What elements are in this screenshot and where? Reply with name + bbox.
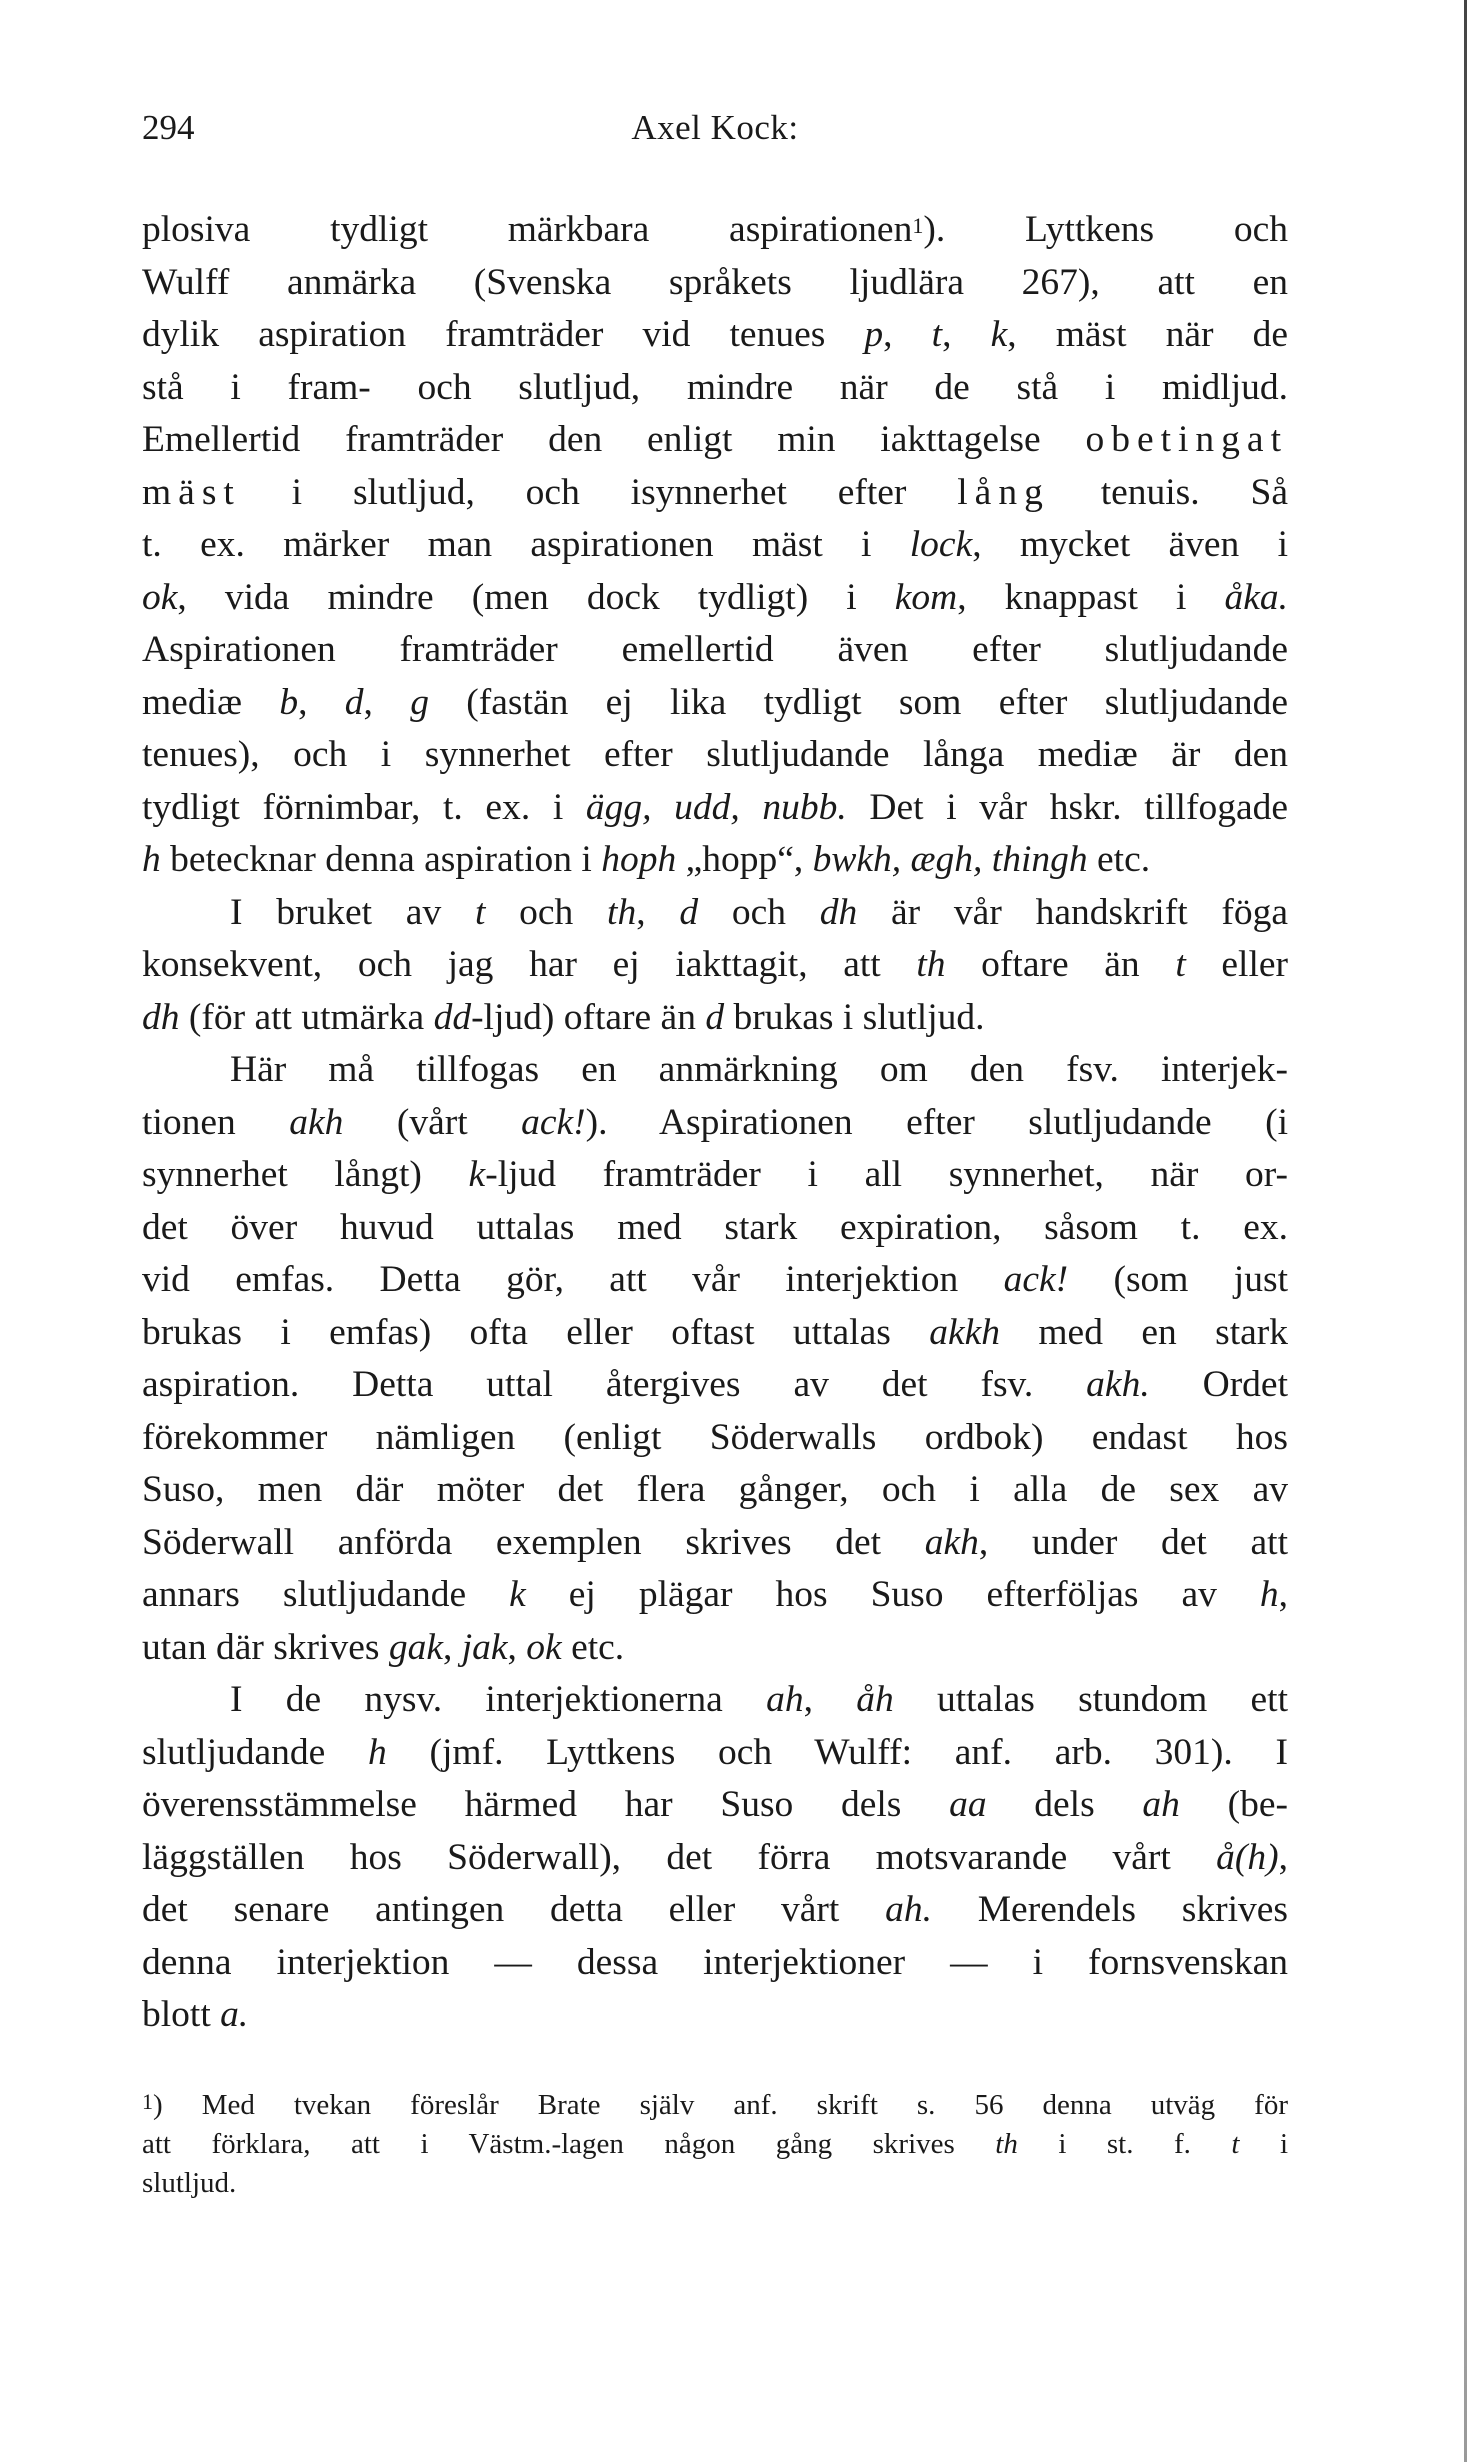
- footnotes: [142, 2086, 1288, 2203]
- text-line: Här må tillfogas en anmärkning om den fsv. interjek-: [230, 1049, 1288, 1090]
- text-line: vid emfas. Detta gör, att vår interjektion ack! (som just: [142, 1259, 1288, 1300]
- spaced-emphasis: obetingat: [1085, 419, 1288, 460]
- text-line: stå i fram- och slutljud, mindre när de stå i midljud.: [142, 366, 1288, 408]
- footnote-line: $^1$) Med tvekan föreslår Brate själv anf. skrift s. 56 denna utväg för: [142, 2089, 1288, 2121]
- text-line: överensstämmelse härmed har Suso dels aa dels ah (be-: [142, 1784, 1288, 1825]
- spaced-emphasis: lång: [957, 471, 1050, 513]
- text-line: blott a.: [142, 1994, 249, 2035]
- text-line: synnerhet långt) k-ljud framträder i all synnerhet, när or-: [142, 1154, 1289, 1195]
- text-line: plosiva tydligt märkbara aspirationen$^1$). Lyttkens och: [142, 209, 1289, 250]
- text-line: denna interjektion — dessa interjektioner — i fornsvenskan: [142, 1941, 1288, 1983]
- text-line: brukas i emfas) ofta eller oftast uttalas akkh med en stark: [142, 1311, 1288, 1353]
- text-line: h betecknar denna aspiration i hoph „hopp“, bwkh, ægh, thingh etc.: [142, 839, 1151, 880]
- text-line: slutljudande h (jmf. Lyttkens och Wulff: anf. arb. 301). I: [142, 1731, 1288, 1773]
- text-line: Söderwall anförda exemplen skrives det akh, under det att: [142, 1521, 1288, 1563]
- text-line: Aspirationen framträder emellertid även efter slutljudande: [142, 629, 1288, 670]
- text-line: aspiration. Detta uttal återgives av det fsv. akh. Ordet: [142, 1364, 1288, 1405]
- footnote-marker: 1: [142, 2089, 153, 2114]
- text-line: tionen akh (vårt ack!). Aspirationen efter slutljudande (i: [142, 1101, 1288, 1143]
- text-line: ok, vida mindre (men dock tydligt) i kom, knappast i åka.: [142, 576, 1288, 618]
- text-line: läggställen hos Söderwall), det förra motsvarande vårt å(h),: [142, 1836, 1288, 1878]
- body-text: [142, 204, 1288, 2042]
- running-head: Axel Kock:: [631, 108, 799, 147]
- spaced-emphasis: mäst: [142, 471, 241, 513]
- page-number: 294: [142, 108, 195, 147]
- footnote-marker: 1: [912, 213, 924, 238]
- text-line: dh (för att utmärka dd-ljud) oftare än d brukas i slutljud.: [142, 996, 985, 1038]
- text-line: Suso, men där möter det flera gånger, och i alla de sex av: [142, 1469, 1288, 1510]
- text-line: Wulff anmärka (Svenska språkets ljudlära 267), att en: [142, 261, 1288, 303]
- footnote-line: slutljud.: [142, 2167, 237, 2199]
- page-header: [142, 108, 1288, 158]
- text-line: det senare antingen detta eller vårt ah. Merendels skrives: [142, 1889, 1288, 1930]
- text-line: I bruket av t och th, d och dh är vår handskrift föga: [230, 891, 1289, 933]
- text-line: mäst i slutljud, och isynnerhet efter lång tenuis. Så: [142, 471, 1288, 513]
- text-line: annars slutljudande k ej plägar hos Suso efterföljas av h,: [142, 1574, 1288, 1615]
- text-line: Emellertid framträder den enligt min iakttagelse obetingat: [142, 419, 1288, 460]
- text-line: mediæ b, d, g (fastän ej lika tydligt som efter slutljudande: [142, 681, 1289, 723]
- text-line: det över huvud uttalas med stark expiration, såsom t. ex.: [142, 1206, 1288, 1248]
- page-edge-shadow: [1464, 0, 1467, 2462]
- text-line: t. ex. märker man aspirationen mäst i lock, mycket även i: [142, 524, 1288, 565]
- text-line: förekommer nämligen (enligt Söderwalls ordbok) endast hos: [142, 1416, 1288, 1458]
- text-line: utan där skrives gak, jak, ok etc.: [142, 1626, 625, 1668]
- text-line: tenues), och i synnerhet efter slutljudande långa mediæ är den: [142, 734, 1288, 775]
- footnote-line: att förklara, att i Västm.-lagen någon gång skrives th i st. f. t i: [142, 2128, 1289, 2160]
- text-line: dylik aspiration framträder vid tenues p, t, k, mäst när de: [142, 314, 1289, 355]
- text-line: konsekvent, och jag har ej iakttagit, att th oftare än t eller: [142, 944, 1288, 985]
- text-line: I de nysv. interjektionerna ah, åh uttalas stundom ett: [230, 1679, 1288, 1720]
- text-line: tydligt förnimbar, t. ex. i ägg, udd, nubb. Det i vår hskr. tillfogade: [142, 786, 1288, 828]
